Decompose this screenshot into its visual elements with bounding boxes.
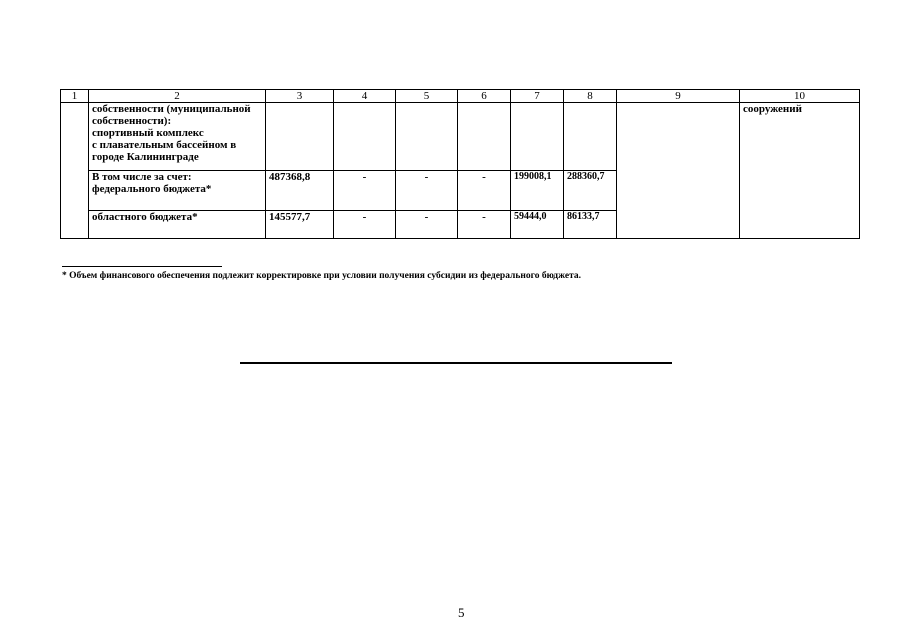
row-number-cell [61, 103, 89, 239]
description-line: собственности): [92, 115, 172, 127]
header-cell: 8 [564, 90, 617, 103]
label-line: областного бюджета* [92, 211, 198, 223]
header-cell: 4 [334, 90, 396, 103]
funding-label-cell [89, 171, 266, 211]
empty-cell [564, 103, 617, 171]
value-cell: 145577,7 [266, 211, 334, 239]
end-of-section-line [240, 362, 672, 364]
header-cell: 9 [617, 90, 740, 103]
value-cell: - [458, 211, 511, 239]
value-cell: - [458, 171, 511, 211]
value-cell: - [396, 171, 458, 211]
col9-cell [617, 103, 740, 239]
value-cell: - [396, 211, 458, 239]
header-cell: 7 [511, 90, 564, 103]
value-cell: 86133,7 [564, 211, 617, 239]
footnote-divider [62, 266, 222, 267]
col10-cell: сооружений [740, 103, 860, 239]
empty-cell [266, 103, 334, 171]
header-cell: 10 [740, 90, 860, 103]
description-line: с плавательным бассейном в [92, 139, 237, 151]
funding-label-cell [89, 211, 266, 239]
value-cell: 199008,1 [511, 171, 564, 211]
header-cell: 5 [396, 90, 458, 103]
label-line: федерального бюджета* [92, 183, 212, 195]
table-row [61, 103, 860, 171]
empty-cell [334, 103, 396, 171]
header-cell: 6 [458, 90, 511, 103]
header-cell: 3 [266, 90, 334, 103]
footnote-text: * Объем финансового обеспечения подлежит корректировке при условии получения субсидии из федерального бюджета. [62, 271, 581, 281]
description-cell [89, 103, 266, 171]
header-cell: 2 [89, 90, 266, 103]
budget-table [60, 89, 860, 239]
description-line: городе Калининграде [92, 151, 199, 163]
value-cell: 288360,7 [564, 171, 617, 211]
table-header-row [61, 90, 860, 103]
description-line: собственности (муниципальной [92, 103, 251, 115]
empty-cell [458, 103, 511, 171]
description-line: спортивный комплекс [92, 127, 204, 139]
page-number: 5 [458, 605, 465, 620]
value-cell: 59444,0 [511, 211, 564, 239]
empty-cell [396, 103, 458, 171]
value-cell: 487368,8 [266, 171, 334, 211]
header-cell: 1 [61, 90, 89, 103]
value-cell: - [334, 171, 396, 211]
value-cell: - [334, 211, 396, 239]
label-line: В том числе за счет: [92, 171, 192, 183]
empty-cell [511, 103, 564, 171]
